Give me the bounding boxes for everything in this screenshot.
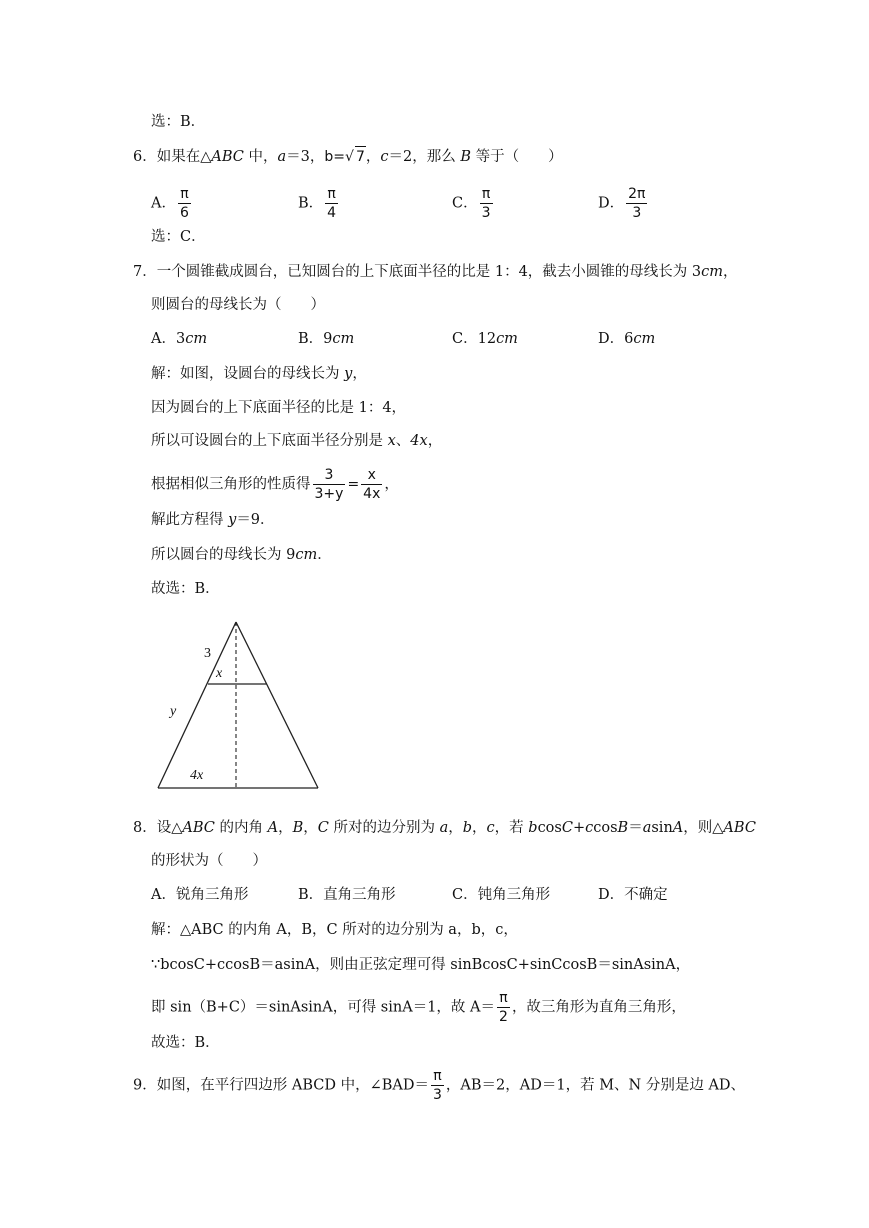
q7-solution-1: 解：如图，设圆台的母线长为 y， bbox=[151, 366, 367, 382]
q6-number: 6． bbox=[133, 149, 157, 165]
q6-stem: 6．如果在△ABC 中，a＝3，b=√ 7，c＝2，那么 B 等于（ ） bbox=[133, 146, 563, 167]
fraction: $\frac{x}{4x}$ bbox=[363, 467, 381, 502]
q7-option-c: C．12cm bbox=[452, 331, 518, 347]
q6-option-c: C． $\frac{\pi}{3}$ bbox=[452, 186, 491, 221]
q6-answer: 选：C． bbox=[151, 229, 206, 245]
fraction: $\frac{\pi}{2}$ bbox=[499, 990, 508, 1025]
fraction: $\frac{\pi}{3}$ bbox=[432, 1068, 442, 1103]
q8-solution-3: 即 sin（B+C）＝sinAsinA，可得 sinA＝1，故 A＝ $\frac{\pi}{2}$ ，故三角形为直角三角形， bbox=[151, 990, 686, 1025]
q8-solution-1: 解：△ABC 的内角 A，B，C 所对的边分别为 a，b，c， bbox=[151, 922, 518, 938]
q9-stem: 9．如图，在平行四边形 ABCD 中，∠BAD＝ $\frac{\pi}{3}$ ，AB＝2，AD＝1，若 M、N 分别是边 AD、 bbox=[133, 1068, 746, 1103]
q7-solution-3: 所以可设圆台的上下底面半径分别是 x、4x， bbox=[151, 433, 443, 449]
q7-solution-6: 所以圆台的母线长为 9cm． bbox=[151, 547, 332, 563]
q7-stem-line2: 则圆台的母线长为（ ） bbox=[151, 297, 325, 313]
q7-solution-5: 解此方程得 y＝9． bbox=[151, 512, 275, 528]
q7-answer: 故选：B． bbox=[151, 581, 220, 597]
fraction: $\frac{\pi}{3}$ bbox=[481, 186, 491, 221]
fraction: $\frac{3}{3+y}$ bbox=[314, 467, 344, 502]
label-4x: 4x bbox=[190, 768, 204, 783]
prev-answer: 选：B． bbox=[151, 114, 206, 130]
q9-number: 9． bbox=[133, 1077, 157, 1094]
q6-option-b: B． $\frac{\pi}{4}$ bbox=[298, 186, 337, 221]
q6-option-a: A． $\frac{\pi}{6}$ bbox=[151, 186, 189, 221]
q8-number: 8． bbox=[133, 820, 157, 836]
q8-option-b: B．直角三角形 bbox=[298, 887, 396, 903]
cone-frustum-figure bbox=[150, 618, 330, 794]
q7-number: 7． bbox=[133, 264, 157, 280]
label-y: y bbox=[170, 704, 177, 719]
triangle-right-side bbox=[236, 622, 318, 788]
q8-stem-line1: 8．设△ABC 的内角 A，B，C 所对的边分别为 a，b，c，若 bcosC+ccosB＝asinA，则△ABC bbox=[133, 820, 756, 836]
q7-solution-4: 根据相似三角形的性质得 $\frac{3}{3+y}$ = $\frac{x}{4x}$ ， bbox=[151, 467, 399, 502]
q8-option-d: D．不确定 bbox=[598, 887, 668, 903]
fraction: $\frac{\pi}{4}$ bbox=[327, 186, 337, 221]
triangle-diagram bbox=[150, 618, 330, 794]
sqrt-sign: √ bbox=[345, 149, 354, 165]
q7-option-b: B．9cm bbox=[298, 331, 355, 347]
fraction: $\frac{\pi}{6}$ bbox=[179, 186, 189, 221]
q8-answer: 故选：B． bbox=[151, 1035, 220, 1051]
label-3: 3 bbox=[204, 646, 211, 661]
q6-option-d: D． $\frac{2\pi}{3}$ bbox=[598, 186, 646, 221]
q7-option-a: A．3cm bbox=[151, 331, 208, 347]
q8-solution-2: ∵bcosC+ccosB＝asinA，则由正弦定理可得 sinBcosC+sinCcosB＝sinAsinA， bbox=[151, 957, 691, 973]
q7-option-d: D．6cm bbox=[598, 331, 656, 347]
label-x: x bbox=[216, 666, 223, 681]
q7-stem-line1: 7．一个圆锥截成圆台，已知圆台的上下底面半径的比是 1：4，截去小圆锥的母线长为 3cm， bbox=[133, 264, 738, 280]
q7-solution-2: 因为圆台的上下底面半径的比是 1：4， bbox=[151, 400, 407, 416]
q8-option-c: C．钝角三角形 bbox=[452, 887, 551, 903]
q8-option-a: A．锐角三角形 bbox=[151, 887, 249, 903]
fraction: $\frac{2\pi}{3}$ bbox=[628, 186, 646, 221]
q8-stem-line2: 的形状为（ ） bbox=[151, 853, 267, 869]
